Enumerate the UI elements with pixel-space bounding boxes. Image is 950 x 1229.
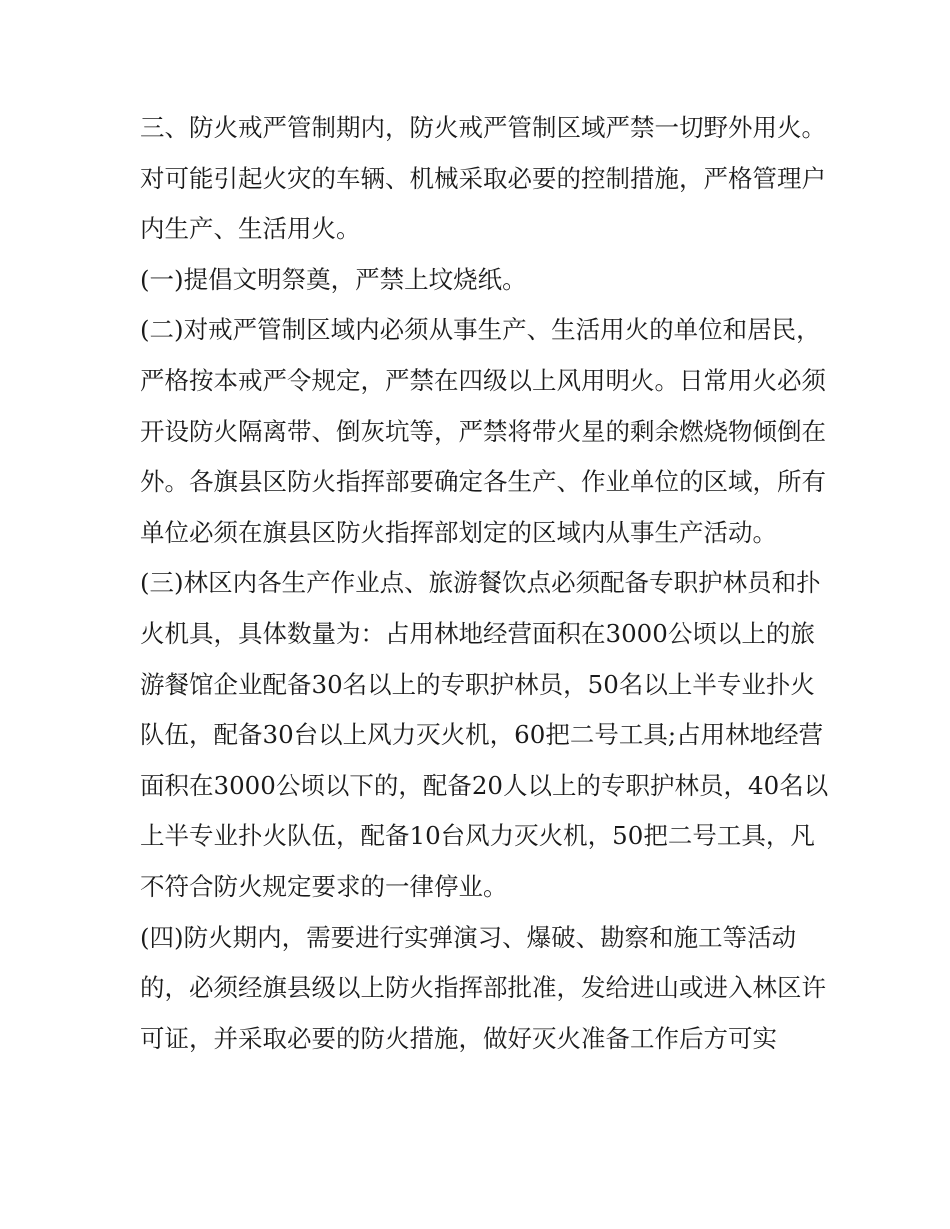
paragraph-item-one: (一)提倡文明祭奠，严禁上坟烧纸。 <box>140 264 527 294</box>
paragraph-item-four: (四)防火期内，需要进行实弹演习、爆破、勘察和施工等活动的，必须经旗县级以上防火指挥部批准，发给进山或进入林区许可证，并采取必要的防火措施，做好灭火准备工作后方可实 <box>140 922 826 1053</box>
paragraph-item-two: (二)对戒严管制区域内必须从事生产、生活用火的单位和居民，严格按本戒严令规定，严禁在四级以上风用明火。日常用火必须开设防火隔离带、倒灰坑等，严禁将带火星的剩余燃烧物倾倒在外。各旗县区防火指挥部要确定各生产、作业单位的区域，所有单位必须在旗县区防火指挥部划定的区域内从事生产活动。 <box>140 315 826 547</box>
document-body <box>140 103 830 1064</box>
paragraph-section-three: 三、防火戒严管制期内，防火戒严管制区域严禁一切野外用火。对可能引起火灾的车辆、机械采取必要的控制措施，严格管理户内生产、生活用火。 <box>140 113 826 244</box>
paragraph-item-three: (三)林区内各生产作业点、旅游餐饮点必须配备专职护林员和扑火机具，具体数量为：占用林地经营面积在3000公顷以上的旅游餐馆企业配备30名以上的专职护林员，50名以上半专业扑火队伍，配备30台以上风力灭火机，60把二号工具;占用林地经营面积在3000公顷以下的，配备20人以上的专职护林员，40名以上半专业扑火队伍，配备10台风力灭火机，50把二号工具，凡不符合防火规定要求的一律停业。 <box>140 568 829 901</box>
